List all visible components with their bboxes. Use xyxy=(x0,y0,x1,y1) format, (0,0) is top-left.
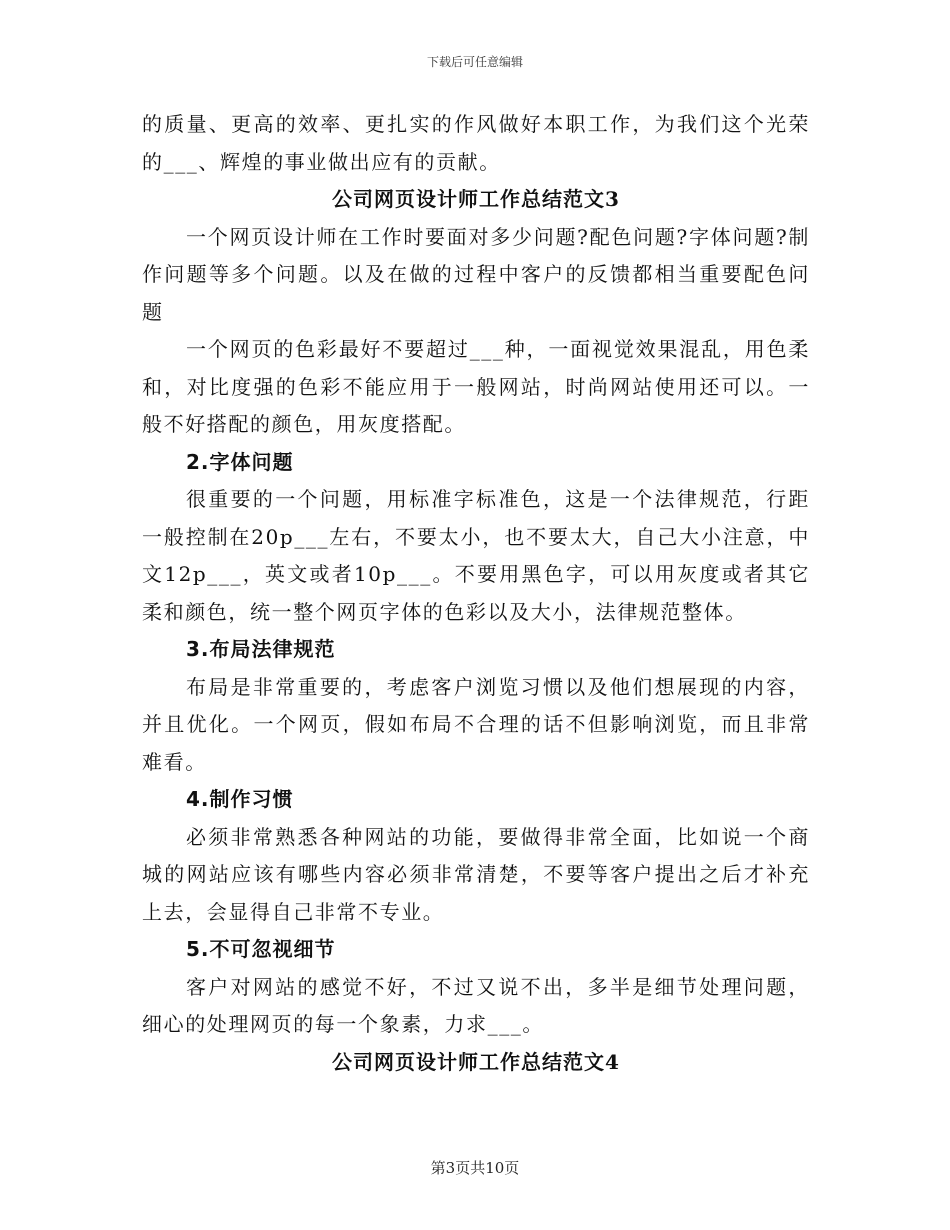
document-body xyxy=(142,106,810,1081)
paragraph-layout: 布局是非常重要的，考虑客户浏览习惯以及他们想展现的内容，并且优化。一个网页，假如布局不合理的话不但影响浏览，而且非常难看。 xyxy=(142,674,810,774)
page-header: 下载后可任意编辑 xyxy=(426,55,523,69)
subheading-font: 2.字体问题 xyxy=(186,449,294,474)
paragraph-habit: 必须非常熟悉各种网站的功能，要做得非常全面，比如说一个商城的网站应该有哪些内容必须非常清楚，不要等客户提出之后才补充上去，会显得自己非常不专业。 xyxy=(142,824,810,924)
subheading-layout: 3.布局法律规范 xyxy=(186,637,336,661)
subheading-detail: 5.不可忽视细节 xyxy=(186,937,336,961)
paragraph-detail: 客户对网站的感觉不好，不过又说不出，多半是细节处理问题，细心的处理网页的每一个象素，力求___。 xyxy=(142,974,810,1036)
paragraph-font: 很重要的一个问题，用标准字标准色，这是一个法律规范，行距一般控制在20p___左右，不要太小，也不要太大，自己大小注意，中文12p___，英文或者10p___。不要用黑色字，可以用灰度或者其它柔和颜色，统一整个网页字体的色彩以及大小，法律规范整体。 xyxy=(142,487,810,624)
section-title-3: 公司网页设计师工作总结范文3 xyxy=(332,187,620,211)
paragraph-design-intro: 一个网页设计师在工作时要面对多少问题?配色问题?字体问题?制作问题等多个问题。以及在做的过程中客户的反馈都相当重要配色问题 xyxy=(142,224,810,324)
page-footer: 第3页共10页 xyxy=(430,1159,520,1177)
paragraph-intro-tail: 的质量、更高的效率、更扎实的作风做好本职工作，为我们这个光荣的___、辉煌的事业做出应有的贡献。 xyxy=(142,112,810,174)
paragraph-color: 一个网页的色彩最好不要超过___种，一面视觉效果混乱，用色柔和，对比度强的色彩不能应用于一般网站，时尚网站使用还可以。一般不好搭配的颜色，用灰度搭配。 xyxy=(142,337,810,436)
section-title-4: 公司网页设计师工作总结范文4 xyxy=(332,1049,620,1074)
subheading-habit: 4.制作习惯 xyxy=(186,787,294,811)
